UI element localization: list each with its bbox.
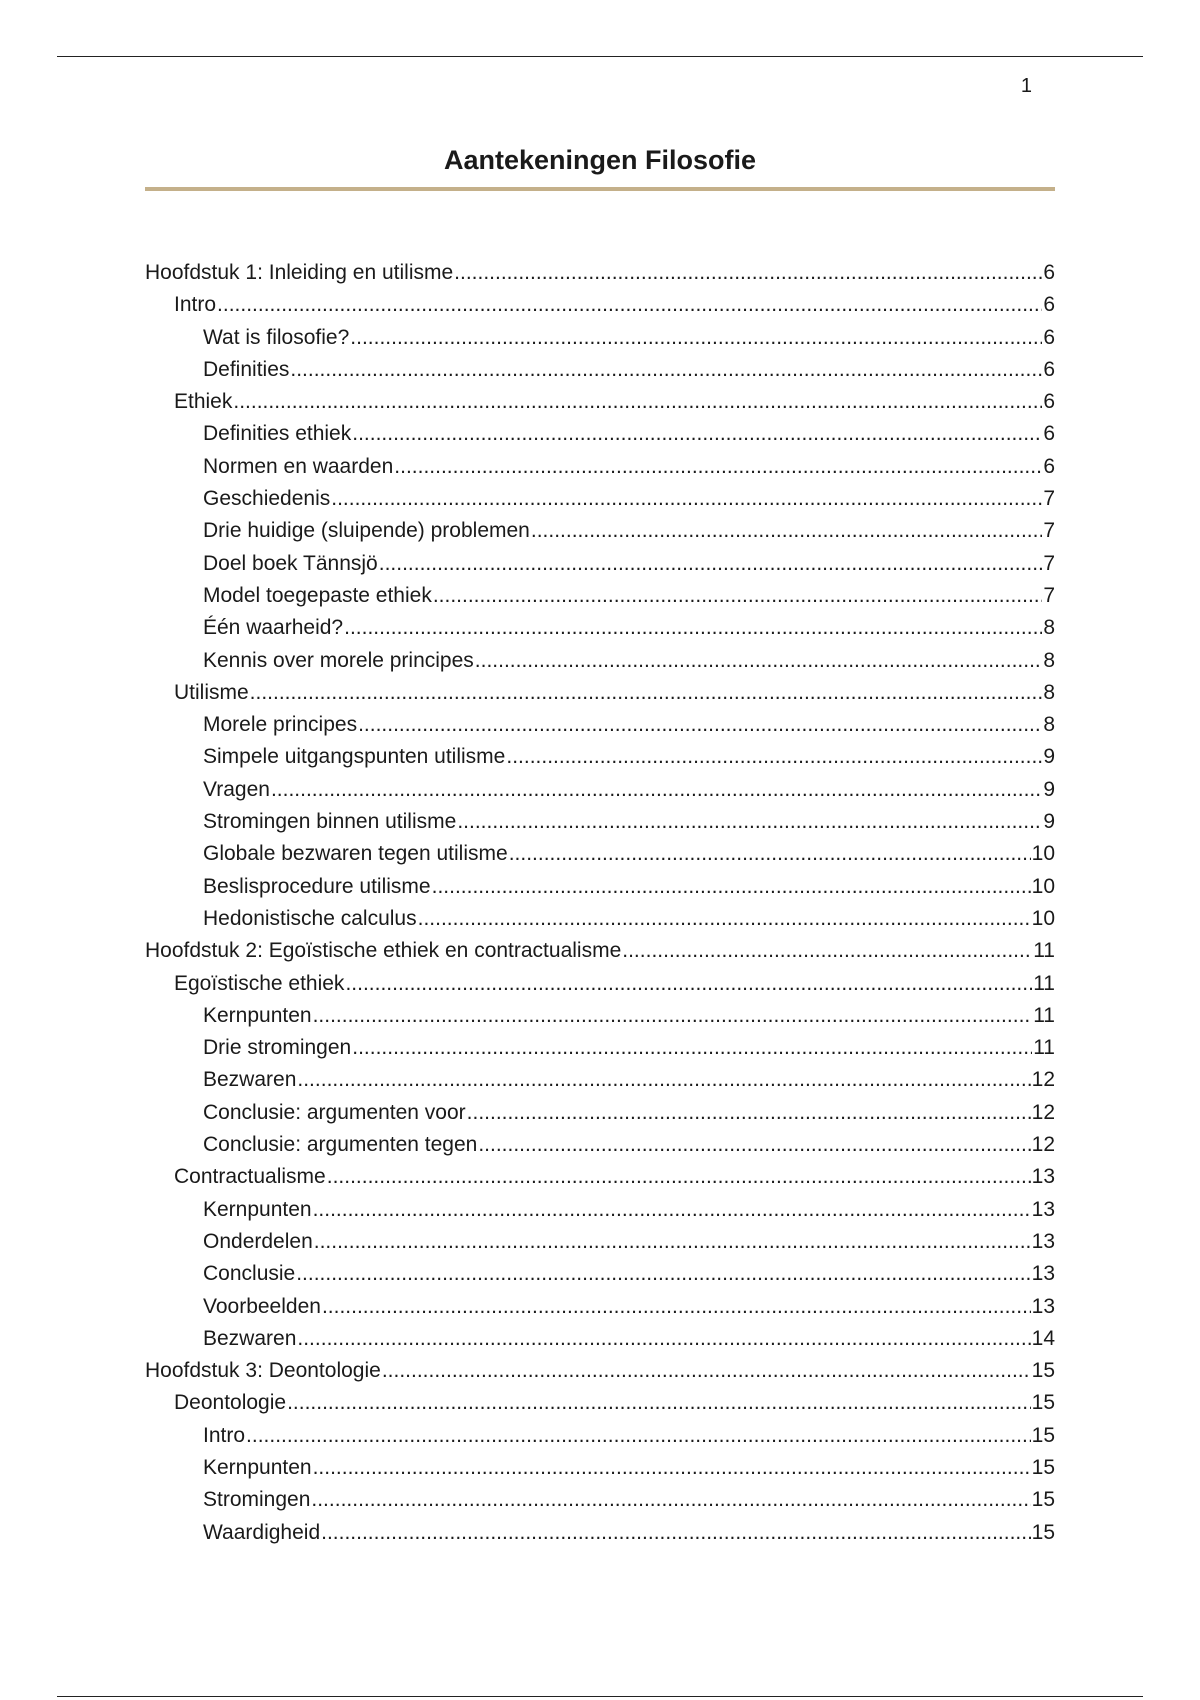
toc-dot-leader xyxy=(313,1000,1033,1032)
toc-dot-leader xyxy=(418,903,1031,935)
toc-entry[interactable] xyxy=(145,580,1055,612)
toc-dot-leader xyxy=(287,1387,1031,1419)
toc-entry-page: 12 xyxy=(1031,1068,1055,1092)
toc-entry[interactable] xyxy=(145,289,1055,321)
toc-dot-leader xyxy=(246,1420,1031,1452)
toc-dot-leader xyxy=(344,612,1042,644)
toc-entry[interactable] xyxy=(145,354,1055,386)
toc-entry[interactable] xyxy=(145,322,1055,354)
page-number: 1 xyxy=(1020,75,1032,97)
toc-entry-page: 11 xyxy=(1033,971,1055,995)
toc-dot-leader xyxy=(382,1355,1031,1387)
toc-entry-page: 9 xyxy=(1043,745,1055,769)
toc-entry-label: Conclusie: argumenten voor xyxy=(203,1100,466,1124)
toc-entry-label: Hoofdstuk 3: Deontologie xyxy=(145,1359,381,1383)
toc-entry-page: 10 xyxy=(1031,842,1055,866)
toc-entry[interactable] xyxy=(145,483,1055,515)
toc-entry[interactable] xyxy=(145,1097,1055,1129)
toc-entry-page: 11 xyxy=(1033,1003,1055,1027)
toc-dot-leader xyxy=(345,968,1032,1000)
toc-entry[interactable] xyxy=(145,709,1055,741)
toc-entry-page: 7 xyxy=(1043,583,1055,607)
toc-entry-label: Wat is filosofie? xyxy=(203,325,350,349)
toc-entry-page: 10 xyxy=(1031,906,1055,930)
toc-entry-page: 6 xyxy=(1043,357,1055,381)
toc-entry-page: 11 xyxy=(1033,939,1055,963)
toc-dot-leader xyxy=(394,451,1042,483)
toc-entry-page: 15 xyxy=(1031,1488,1055,1512)
toc-entry-label: Één waarheid? xyxy=(203,616,344,640)
toc-entry[interactable] xyxy=(145,1291,1055,1323)
toc-entry[interactable] xyxy=(145,968,1055,1000)
toc-entry[interactable] xyxy=(145,1355,1055,1387)
toc-entry-label: Drie huidige (sluipende) problemen xyxy=(203,519,530,543)
toc-entry[interactable] xyxy=(145,1258,1055,1290)
toc-entry-page: 13 xyxy=(1031,1229,1055,1253)
toc-dot-leader xyxy=(296,1258,1030,1290)
toc-entry[interactable] xyxy=(145,806,1055,838)
toc-dot-leader xyxy=(433,580,1042,612)
toc-entry[interactable] xyxy=(145,257,1055,289)
toc-entry-label: Stromingen binnen utilisme xyxy=(203,810,457,834)
toc-entry-label: Kernpunten xyxy=(203,1197,312,1221)
toc-dot-leader xyxy=(475,645,1043,677)
toc-entry[interactable] xyxy=(145,1032,1055,1064)
toc-entry[interactable] xyxy=(145,548,1055,580)
toc-dot-leader xyxy=(454,257,1042,289)
toc-entry[interactable] xyxy=(145,1161,1055,1193)
toc-entry-page: 14 xyxy=(1031,1326,1055,1350)
toc-dot-leader xyxy=(331,483,1042,515)
toc-entry-label: Hedonistische calculus xyxy=(203,906,417,930)
toc-dot-leader xyxy=(467,1097,1031,1129)
toc-entry-page: 12 xyxy=(1031,1100,1055,1124)
toc-entry[interactable] xyxy=(145,1226,1055,1258)
toc-dot-leader xyxy=(509,838,1031,870)
toc-entry-label: Simpele uitgangspunten utilisme xyxy=(203,745,506,769)
toc-entry-page: 8 xyxy=(1043,713,1055,737)
toc-entry[interactable] xyxy=(145,418,1055,450)
toc-entry-page: 13 xyxy=(1031,1165,1055,1189)
toc-entry-label: Intro xyxy=(203,1423,246,1447)
toc-entry[interactable] xyxy=(145,1517,1055,1549)
toc-entry-page: 15 xyxy=(1031,1423,1055,1447)
toc-entry-page: 15 xyxy=(1031,1520,1055,1544)
toc-entry-label: Definities ethiek xyxy=(203,422,352,446)
toc-entry[interactable] xyxy=(145,1420,1055,1452)
toc-entry[interactable] xyxy=(145,386,1055,418)
toc-entry-label: Onderdelen xyxy=(203,1229,313,1253)
toc-entry[interactable] xyxy=(145,1484,1055,1516)
toc-entry-label: Stromingen xyxy=(203,1488,311,1512)
toc-entry-label: Ethiek xyxy=(174,390,233,414)
toc-entry[interactable] xyxy=(145,1323,1055,1355)
toc-entry-label: Kennis over morele principes xyxy=(203,648,474,672)
toc-entry-label: Doel boek Tännsjö xyxy=(203,551,378,575)
toc-entry[interactable] xyxy=(145,1064,1055,1096)
toc-entry[interactable] xyxy=(145,677,1055,709)
toc-dot-leader xyxy=(297,1323,1030,1355)
toc-entry-label: Normen en waarden xyxy=(203,454,394,478)
toc-entry-label: Drie stromingen xyxy=(203,1036,352,1060)
toc-dot-leader xyxy=(297,1064,1030,1096)
toc-entry-page: 15 xyxy=(1031,1391,1055,1415)
toc-entry[interactable] xyxy=(145,515,1055,547)
toc-dot-leader xyxy=(350,322,1042,354)
toc-entry-page: 11 xyxy=(1033,1036,1055,1060)
toc-dot-leader xyxy=(622,935,1032,967)
toc-entry-label: Definities xyxy=(203,357,290,381)
toc-dot-leader xyxy=(322,1291,1031,1323)
toc-entry-label: Bezwaren xyxy=(203,1326,297,1350)
toc-entry-page: 10 xyxy=(1031,874,1055,898)
toc-entry-label: Deontologie xyxy=(174,1391,287,1415)
title-underline xyxy=(145,187,1055,191)
toc-entry-label: Intro xyxy=(174,293,217,317)
toc-dot-leader xyxy=(313,1194,1031,1226)
toc-entry[interactable] xyxy=(145,903,1055,935)
toc-entry[interactable] xyxy=(145,1452,1055,1484)
footer-rule xyxy=(57,1696,1143,1697)
toc-entry-label: Utilisme xyxy=(174,680,249,704)
toc-dot-leader xyxy=(271,774,1042,806)
toc-entry-page: 12 xyxy=(1031,1133,1055,1157)
toc-entry[interactable] xyxy=(145,645,1055,677)
toc-entry[interactable] xyxy=(145,1387,1055,1419)
toc-entry-label: Conclusie: argumenten tegen xyxy=(203,1133,478,1157)
toc-entry[interactable] xyxy=(145,612,1055,644)
toc-entry-label: Conclusie xyxy=(203,1262,296,1286)
toc-dot-leader xyxy=(313,1452,1031,1484)
document-title: Aantekeningen Filosofie xyxy=(443,145,757,175)
toc-entry-label: Morele principes xyxy=(203,713,358,737)
toc-entry-label: Beslisprocedure utilisme xyxy=(203,874,431,898)
header-rule xyxy=(57,56,1143,57)
toc-entry[interactable] xyxy=(145,838,1055,870)
toc-dot-leader xyxy=(217,289,1042,321)
toc-entry-label: Waardigheid xyxy=(203,1520,321,1544)
toc-dot-leader xyxy=(531,515,1042,547)
toc-entry-label: Hoofdstuk 2: Egoïstische ethiek en contractualisme xyxy=(145,939,622,963)
toc-entry-label: Egoïstische ethiek xyxy=(174,971,345,995)
toc-entry-page: 13 xyxy=(1031,1197,1055,1221)
toc-entry[interactable] xyxy=(145,871,1055,903)
toc-entry-page: 8 xyxy=(1043,616,1055,640)
toc-entry-label: Kernpunten xyxy=(203,1455,312,1479)
toc-entry-label: Geschiedenis xyxy=(203,487,331,511)
toc-entry-page: 6 xyxy=(1043,454,1055,478)
toc-entry-page: 6 xyxy=(1043,422,1055,446)
toc-entry-page: 6 xyxy=(1043,261,1055,284)
toc-entry-label: Contractualisme xyxy=(174,1165,326,1189)
toc-entry-page: 7 xyxy=(1043,487,1055,511)
toc-entry-page: 13 xyxy=(1031,1262,1055,1286)
toc-entry[interactable] xyxy=(145,1129,1055,1161)
toc-entry-page: 15 xyxy=(1031,1455,1055,1479)
toc-dot-leader xyxy=(379,548,1043,580)
toc-entry-page: 7 xyxy=(1043,519,1055,543)
toc-dot-leader xyxy=(311,1484,1030,1516)
toc-entry[interactable] xyxy=(145,741,1055,773)
table-of-contents xyxy=(145,257,1055,1549)
toc-entry-page: 7 xyxy=(1043,551,1055,575)
toc-entry[interactable] xyxy=(145,451,1055,483)
toc-dot-leader xyxy=(314,1226,1031,1258)
toc-entry-label: Kernpunten xyxy=(203,1003,312,1027)
toc-entry-label: Vragen xyxy=(203,777,270,801)
toc-entry-label: Globale bezwaren tegen utilisme xyxy=(203,842,508,866)
toc-dot-leader xyxy=(457,806,1042,838)
toc-entry-page: 6 xyxy=(1043,325,1055,349)
toc-dot-leader xyxy=(358,709,1042,741)
toc-entry-page: 8 xyxy=(1043,648,1055,672)
toc-entry-page: 8 xyxy=(1043,680,1055,704)
toc-entry[interactable] xyxy=(145,1194,1055,1226)
toc-dot-leader xyxy=(352,1032,1032,1064)
toc-entry[interactable] xyxy=(145,1000,1055,1032)
toc-entry[interactable] xyxy=(145,935,1055,967)
toc-dot-leader xyxy=(327,1161,1031,1193)
toc-dot-leader xyxy=(290,354,1042,386)
toc-entry-page: 6 xyxy=(1043,390,1055,414)
toc-dot-leader xyxy=(321,1517,1031,1549)
toc-dot-leader xyxy=(233,386,1042,418)
toc-entry-page: 15 xyxy=(1031,1359,1055,1383)
toc-dot-leader xyxy=(432,871,1031,903)
toc-entry-page: 9 xyxy=(1043,777,1055,801)
toc-entry-label: Model toegepaste ethiek xyxy=(203,583,432,607)
toc-entry-page: 6 xyxy=(1043,293,1055,317)
toc-entry-label: Voorbeelden xyxy=(203,1294,321,1318)
toc-entry[interactable] xyxy=(145,774,1055,806)
toc-entry-label: Hoofdstuk 1: Inleiding en utilisme xyxy=(145,261,454,284)
toc-entry-page: 13 xyxy=(1031,1294,1055,1318)
toc-entry-page: 9 xyxy=(1043,810,1055,834)
toc-dot-leader xyxy=(506,741,1042,773)
toc-dot-leader xyxy=(478,1129,1030,1161)
toc-dot-leader xyxy=(352,418,1042,450)
toc-dot-leader xyxy=(250,677,1043,709)
toc-entry-label: Bezwaren xyxy=(203,1068,297,1092)
